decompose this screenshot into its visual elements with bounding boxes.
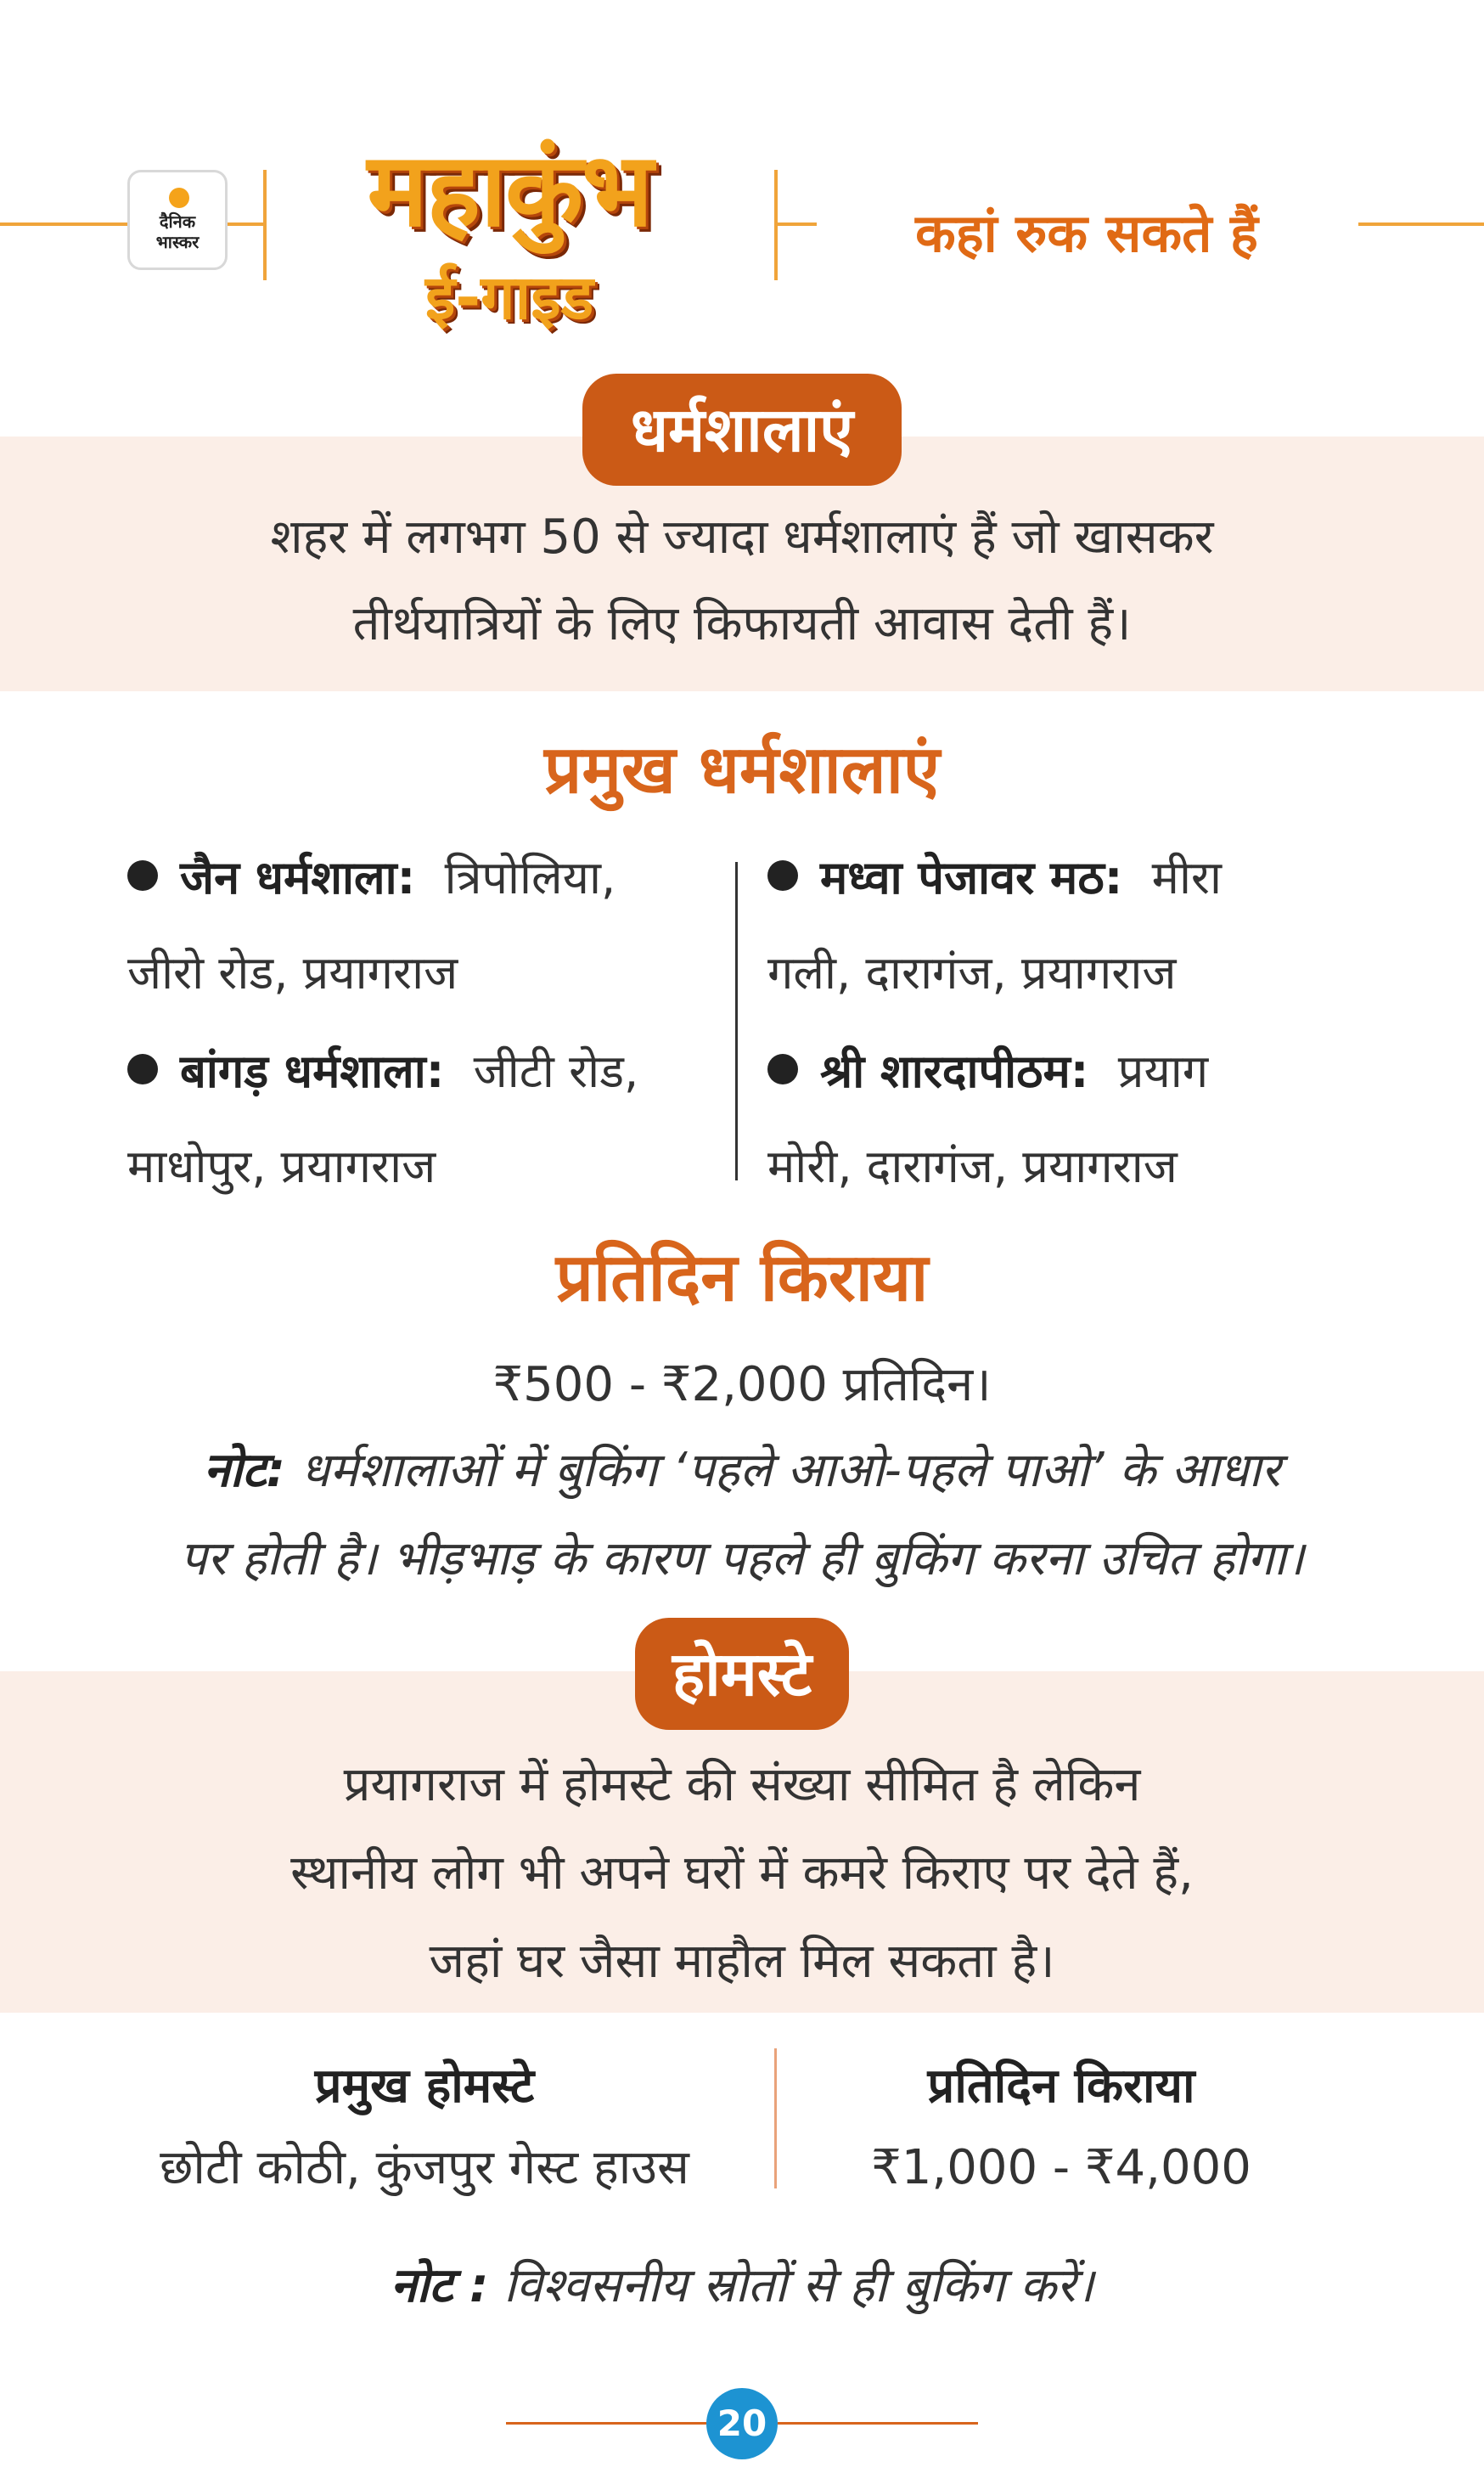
sun-icon [169, 188, 189, 208]
list-item [767, 1024, 1345, 1214]
homestay-intro-line1: प्रयागराज में होमस्टे की संख्या सीमित है लेकिन [343, 1757, 1141, 1812]
dharamshala-intro-line2: तीर्थयात्रियों के लिए किफायती आवास देती हैं। [352, 596, 1132, 651]
rent-heading: प्रतिदिन किराया [555, 1240, 929, 1316]
list-divider [735, 862, 738, 1180]
note-text: विश्वसनीय स्रोतों से ही बुकिंग करें। [503, 2258, 1094, 2313]
logo-text-line1: दैनिक [159, 211, 196, 232]
title-main: महाकुंभ [367, 132, 652, 250]
header-divider-left [263, 170, 267, 280]
mahakumbh-title [289, 127, 730, 348]
item-name: मध्वा पेजावर मठ: [820, 851, 1123, 904]
footer-rule-right [778, 2422, 978, 2425]
item-address-1: प्रयाग [1117, 1045, 1209, 1098]
header-rule-mid-left [228, 222, 265, 226]
bullet-icon [767, 860, 798, 891]
item-address-2: गली, दारागंज, प्रयागराज [767, 946, 1177, 1000]
homestay-pill: होमस्टे [635, 1618, 849, 1730]
dharamshala-pill: धर्मशालाएं [582, 374, 902, 486]
note-label: नोट : [390, 2258, 489, 2313]
homestay-col1-text: छोटी कोठी, कुंजपुर गेस्ट हाउस [160, 2140, 689, 2195]
homestay-divider [774, 2048, 777, 2188]
homestay-intro-line3: जहां घर जैसा माहौल मिल सकता है। [429, 1934, 1055, 1989]
dharamshala-intro-line1: शहर में लगभग 50 से ज्यादा धर्मशालाएं हैं जो खासकर [270, 510, 1214, 565]
item-address-2: जीरो रोड, प्रयागराज [127, 946, 458, 1000]
homestay-col2-heading: प्रतिदिन किराया [927, 2059, 1195, 2114]
homestay-intro-line2: स्थानीय लोग भी अपने घरों में कमरे किराए पर देते हैं, [290, 1845, 1194, 1901]
header-rule-mid-right [774, 222, 817, 226]
dainik-bhaskar-logo [127, 170, 228, 270]
item-address-2: माधोपुर, प्रयागराज [127, 1140, 436, 1193]
dharamshala-intro [85, 494, 1399, 667]
header-rule-left [0, 222, 127, 226]
item-name: जैन धर्मशाला: [180, 851, 416, 904]
section-label: कहां रुक सकते हैं [915, 202, 1258, 264]
rent-value: ₹500 - ₹2,000 प्रतिदिन। [492, 1357, 992, 1412]
item-name: श्री शारदापीठम: [820, 1045, 1089, 1098]
note-line1: धर्मशालाओं में बुकिंग ‘पहले आओ-पहले पाओ’ के आधार [300, 1443, 1281, 1498]
homestay-col2-text: ₹1,000 - ₹4,000 [871, 2140, 1251, 2195]
logo-text-line2: भास्कर [155, 232, 200, 252]
item-address-2: मोरी, दारागंज, प्रयागराज [767, 1140, 1178, 1193]
list-item [127, 831, 713, 1021]
header-rule-right [1358, 222, 1484, 226]
bullet-icon [127, 1054, 158, 1084]
homestay-intro [85, 1741, 1399, 2006]
list-item [767, 831, 1345, 1021]
homestay-note [102, 2242, 1382, 2330]
footer-rule-left [506, 2422, 706, 2425]
page-number: 20 [706, 2388, 778, 2459]
bullet-icon [127, 860, 158, 891]
bullet-icon [767, 1054, 798, 1084]
item-address-1: मीरा [1151, 851, 1223, 904]
note-label: नोट: [203, 1443, 285, 1498]
homestay-col1-heading: प्रमुख होमस्टे [314, 2059, 535, 2114]
title-sub: ई-गाइड [424, 262, 594, 333]
item-name: बांगड़ धर्मशाला: [180, 1045, 445, 1098]
item-address-1: जीटी रोड, [473, 1045, 639, 1098]
dharamshala-note [102, 1427, 1382, 1603]
item-address-1: त्रिपोलिया, [444, 851, 616, 904]
note-line2: पर होती है। भीड़भाड़ के कारण पहले ही बुकिंग करना उचित होगा। [179, 1531, 1305, 1586]
dharamshala-heading: प्रमुख धर्मशालाएं [543, 732, 941, 808]
list-item [127, 1024, 722, 1214]
